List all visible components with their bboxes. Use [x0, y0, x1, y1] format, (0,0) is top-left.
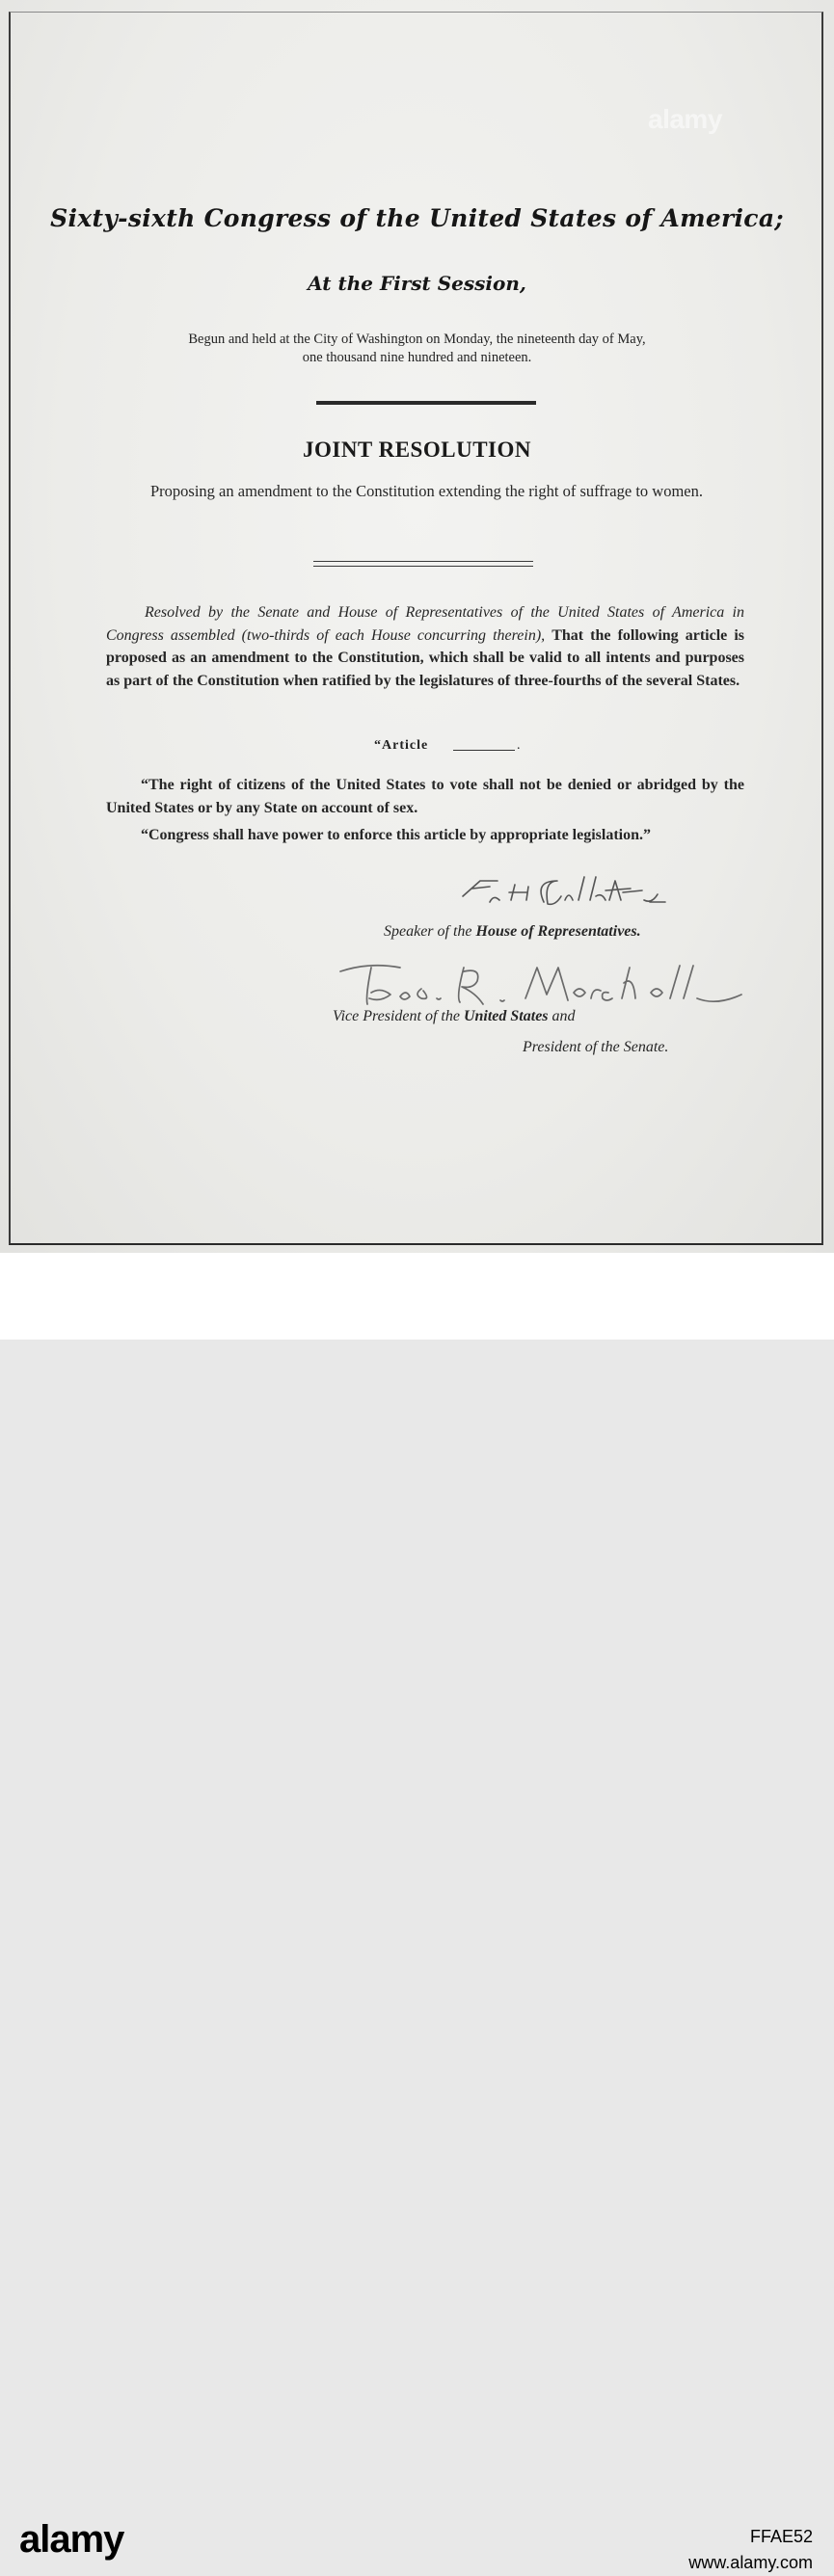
article-label: “Article [374, 738, 429, 753]
vp-title-a: Vice President of the [333, 1008, 464, 1024]
speaker-title-b: House of Representatives. [475, 923, 641, 940]
vp-title-e: Senate. [623, 1039, 669, 1055]
article-section-2: “Congress shall have power to enforce this article by appropriate legislation.” [141, 827, 652, 843]
speaker-title-a: Speaker of the [384, 923, 476, 940]
watermark: alamy [648, 104, 722, 134]
proposing-text: Proposing an amendment to the Constitution extending the right of suffrage to women. [150, 482, 703, 500]
image-reference [688, 2524, 813, 2576]
resolved-italic: Resolved by the Senate and House of Representatives of the United States of America in Congress assembled (two-thirds of each House concurring therein), [106, 604, 744, 644]
begun-line-1: Begun and held at the City of Washington on Monday, the nineteenth day of May, [188, 332, 646, 347]
article-blank-line [453, 750, 515, 751]
vice-president-title [333, 1008, 576, 1025]
alamy-logo: alamy [19, 2518, 124, 2561]
divider-rule [316, 401, 536, 405]
vp-title-d: President of the [523, 1039, 624, 1055]
resolved-body: That the following article is proposed as an amendment to the Constitution, which shall be valid to all intents and purposes as part of the Constitution when ratified by the legislatures of three-fourths of the several States. [106, 626, 744, 689]
article-dot: . [517, 738, 521, 753]
speaker-title [384, 923, 641, 941]
divider-double-rule [313, 561, 533, 567]
footer-bar [0, 1253, 834, 2572]
site-url: www.alamy.com [688, 2553, 813, 2572]
resolution-document [0, 0, 834, 1253]
vp-title-c: and [548, 1008, 576, 1024]
vp-title-b: United States [463, 1008, 549, 1024]
senate-president-title [523, 1039, 668, 1056]
begun-line-2: one thousand nine hundred and nineteen. [302, 350, 532, 365]
session-title: At the First Session, [308, 272, 526, 295]
congress-title: Sixty-sixth Congress of the United States of America; [50, 204, 784, 232]
article-section-1: “The right of citizens of the United States to vote shall not be denied or abridged by the United States or by any State on account of sex. [106, 777, 744, 816]
image-id: FFAE52 [749, 2527, 813, 2546]
begun-text [77, 331, 757, 367]
speaker-signature [451, 867, 683, 916]
resolved-paragraph [106, 601, 744, 692]
joint-resolution-heading: JOINT RESOLUTION [302, 438, 531, 462]
